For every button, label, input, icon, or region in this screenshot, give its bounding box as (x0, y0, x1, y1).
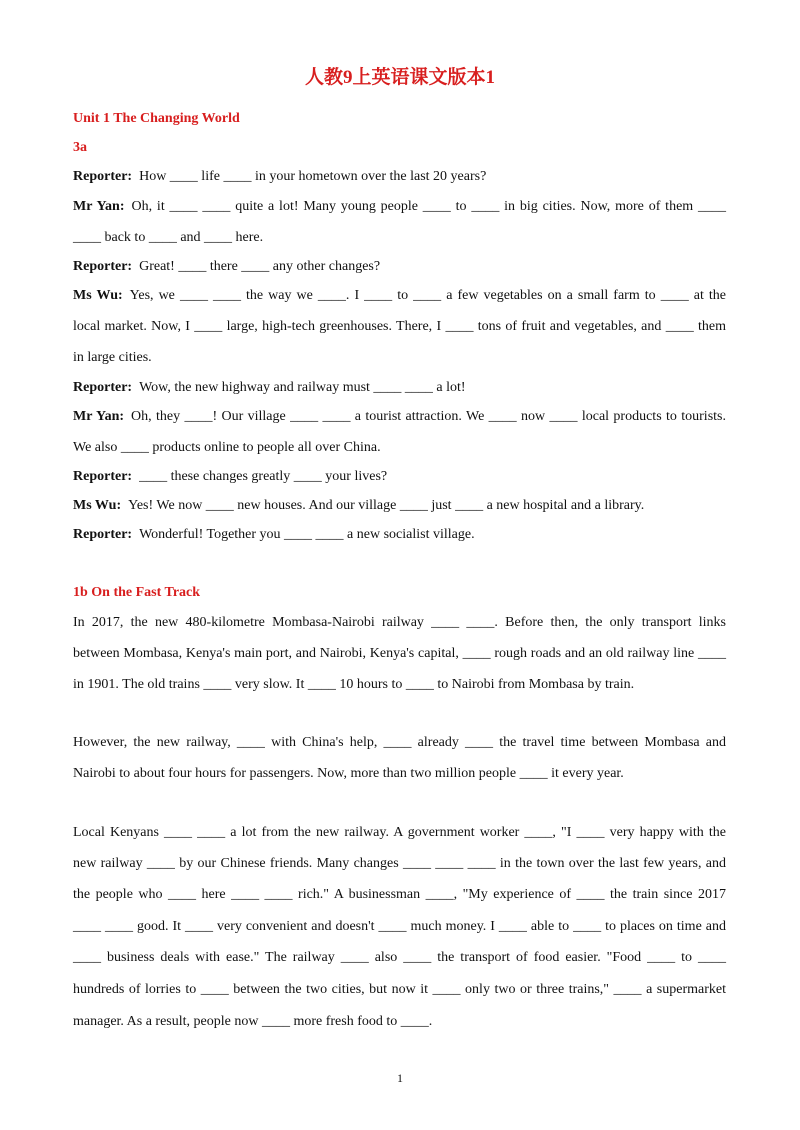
dialogue-text: Wow, the new highway and railway must ____ ____ a lot! (139, 380, 466, 395)
passage-line: Local Kenyans ____ ____ a lot from the new railway. A government worker ____, "I ____ very happy with the (73, 825, 726, 840)
dialogue-line (73, 380, 466, 396)
passage-line: between Mombasa, Kenya's main port, and Nairobi, Kenya's capital, ____ rough roads and an old railway line ____ (73, 646, 726, 661)
dialogue-line (73, 169, 486, 185)
speaker-label: Reporter: (73, 380, 133, 395)
dialogue-text: Great! ____ there ____ any other changes? (139, 259, 381, 274)
section-heading-1b: 1b On the Fast Track (73, 585, 201, 600)
passage-line: In 2017, the new 480-kilometre Mombasa-Nairobi railway ____ ____. Before then, the only transport links (73, 615, 726, 630)
passage-line: ____ business deals with ease." The railway ____ also ____ the transport of food easier. "Food ____ to ____ (73, 950, 726, 965)
page-number: 1 (397, 1071, 403, 1085)
unit-title: Unit 1 The Changing World (73, 111, 240, 126)
dialogue-line (73, 440, 381, 456)
dialogue-text: Yes, we ____ ____ the way we ____. I ____ to ____ a few vegetables on a small farm to ____ at the (129, 288, 726, 303)
dialogue-text: ____ these changes greatly ____ your lives? (139, 469, 388, 484)
speaker-label: Ms Wu: (73, 498, 122, 513)
speaker-label: Reporter: (73, 527, 133, 542)
passage-line: However, the new railway, ____ with China's help, ____ already ____ the travel time between Mombasa and (73, 735, 726, 750)
dialogue-text: ____ back to ____ and ____ here. (73, 230, 264, 245)
dialogue-line (73, 409, 726, 425)
passage-line: manager. As a result, people now ____ more fresh food to ____. (73, 1014, 433, 1029)
speaker-label: Reporter: (73, 169, 133, 184)
passage-line: the people who ____ here ____ ____ rich." A businessman ____, "My experience of ____ the train since 2017 (73, 887, 726, 902)
passage-line: new railway ____ by our Chinese friends. Many changes ____ ____ ____ in the town over the last few years, and (73, 856, 726, 871)
dialogue-line (73, 230, 263, 246)
dialogue-line (73, 259, 380, 275)
dialogue-line (73, 288, 726, 304)
dialogue-text: in large cities. (73, 350, 152, 365)
passage-line: in 1901. The old trains ____ very slow. It ____ 10 hours to ____ to Nairobi from Mombasa by train. (73, 677, 635, 692)
dialogue-line (73, 319, 726, 335)
dialogue-text: local market. Now, I ____ large, high-tech greenhouses. There, I ____ tons of fruit and vegetables, and ____ them (73, 319, 726, 334)
speaker-label: Mr Yan: (73, 409, 125, 424)
page-title: 人教9上英语课文版本1 (304, 67, 495, 88)
section-heading-3a: 3a (73, 140, 87, 155)
dialogue-text: We also ____ products online to people all over China. (73, 440, 381, 455)
dialogue-line (73, 350, 152, 366)
dialogue-line (73, 469, 387, 485)
speaker-label: Mr Yan: (73, 199, 125, 214)
passage-line: Nairobi to about four hours for passengers. Now, more than two million people ____ it every year. (73, 766, 624, 781)
dialogue-text: How ____ life ____ in your hometown over the last 20 years? (139, 169, 487, 184)
dialogue-text: Oh, they ____! Our village ____ ____ a tourist attraction. We ____ now ____ local products to tourists. (131, 409, 726, 424)
dialogue-line (73, 498, 644, 514)
dialogue-text: Wonderful! Together you ____ ____ a new socialist village. (139, 527, 475, 542)
speaker-label: Reporter: (73, 469, 133, 484)
dialogue-line (73, 199, 726, 215)
dialogue-text: Yes! We now ____ new houses. And our village ____ just ____ a new hospital and a library. (128, 498, 645, 513)
speaker-label: Reporter: (73, 259, 133, 274)
dialogue-text: Oh, it ____ ____ quite a lot! Many young people ____ to ____ in big cities. Now, more of them ____ (131, 199, 726, 214)
dialogue-line (73, 527, 475, 543)
passage-line: hundreds of lorries to ____ between the two cities, but now it ____ only two or three trains," ____ a supermarket (73, 982, 726, 997)
speaker-label: Ms Wu: (73, 288, 123, 303)
passage-line: ____ ____ good. It ____ very convenient and doesn't ____ much money. I ____ able to ____ to places on time and (73, 919, 726, 934)
